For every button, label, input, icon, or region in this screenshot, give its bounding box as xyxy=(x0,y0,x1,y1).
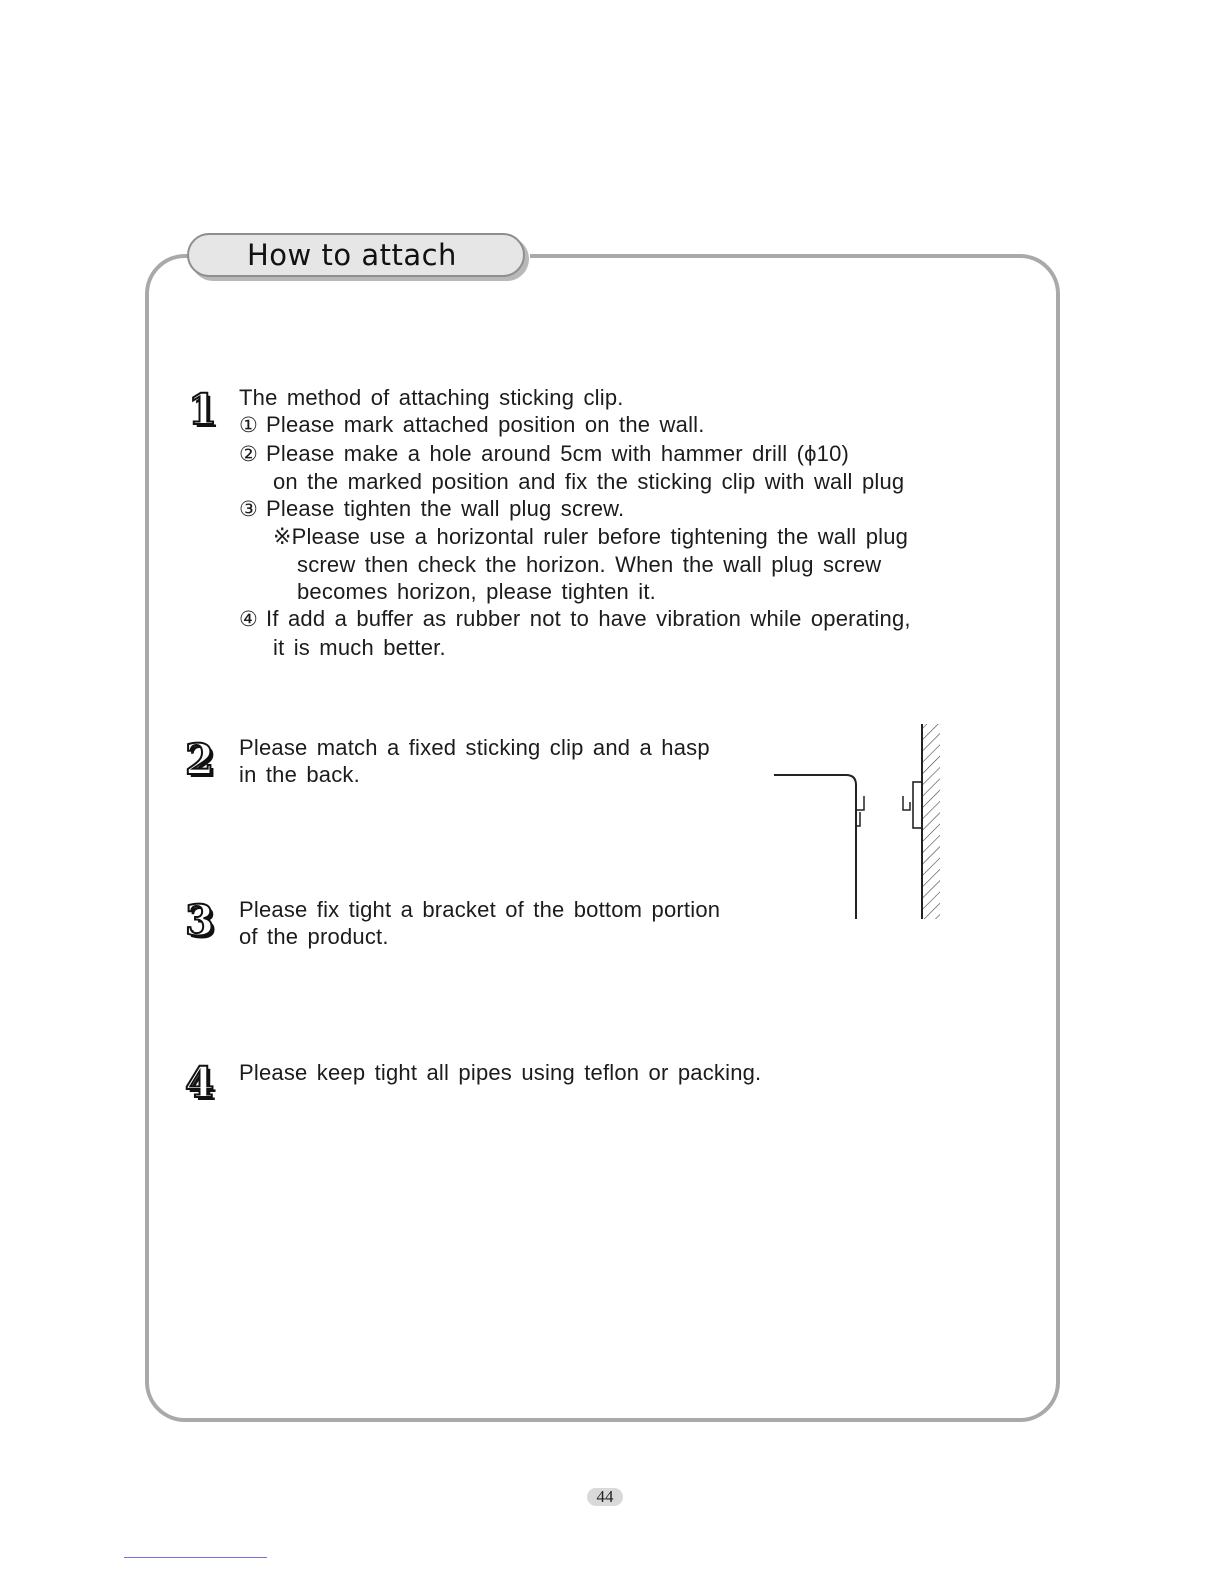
step-2-line-2: in the back. xyxy=(239,762,360,788)
step-4-line-1: Please keep tight all pipes using teflon or packing. xyxy=(239,1060,762,1085)
section-title-text: How to attach xyxy=(247,238,457,272)
product-outline xyxy=(774,775,856,919)
footer-link-line xyxy=(124,1557,267,1558)
step-1-intro: The method of attaching sticking clip. xyxy=(239,385,624,410)
step-4-number: 4 xyxy=(185,1058,215,1107)
step-4-text xyxy=(239,1059,761,1086)
step-1-note-line-2: screw then check the horizon. When the wall plug screw xyxy=(297,551,882,577)
step-1-item-2-cont: on the marked position and fix the sticking clip with wall plug xyxy=(273,468,905,494)
step-1-item-3: ③ Please tighten the wall plug screw. xyxy=(239,496,625,522)
step-3-line-1: Please fix tight a bracket of the bottom portion xyxy=(239,897,721,922)
step-1-note-line-3: becomes horizon, please tighten it. xyxy=(297,579,656,605)
step-3-line-2: of the product. xyxy=(239,924,389,950)
step-1-number: 1 xyxy=(188,385,218,434)
step-1-item-4-cont: it is much better. xyxy=(273,634,446,660)
step-2-text xyxy=(239,734,710,789)
step-2-number: 2 xyxy=(185,735,215,784)
wall-bracket-diagram-icon xyxy=(770,722,945,922)
page-number: 44 xyxy=(587,1488,623,1506)
product-hasp xyxy=(856,796,864,826)
step-2-line-1: Please match a fixed sticking clip and a hasp xyxy=(239,735,710,760)
step-1-item-1: ① Please mark attached position on the wall. xyxy=(239,412,705,438)
step-1-item-2: ② Please make a hole around 5cm with hammer drill (ϕ10) xyxy=(239,440,850,466)
section-title xyxy=(187,233,525,277)
wall-clip xyxy=(913,782,922,828)
wall-hatch xyxy=(922,724,940,919)
clip-hook xyxy=(903,796,910,810)
step-3-text xyxy=(239,896,720,951)
step-3-number: 3 xyxy=(185,896,215,945)
step-1-text xyxy=(239,384,911,661)
step-1-note: ※Please use a horizontal ruler before tightening the wall plug xyxy=(273,524,909,550)
step-1-item-4: ④ If add a buffer as rubber not to have vibration while operating, xyxy=(239,606,911,632)
